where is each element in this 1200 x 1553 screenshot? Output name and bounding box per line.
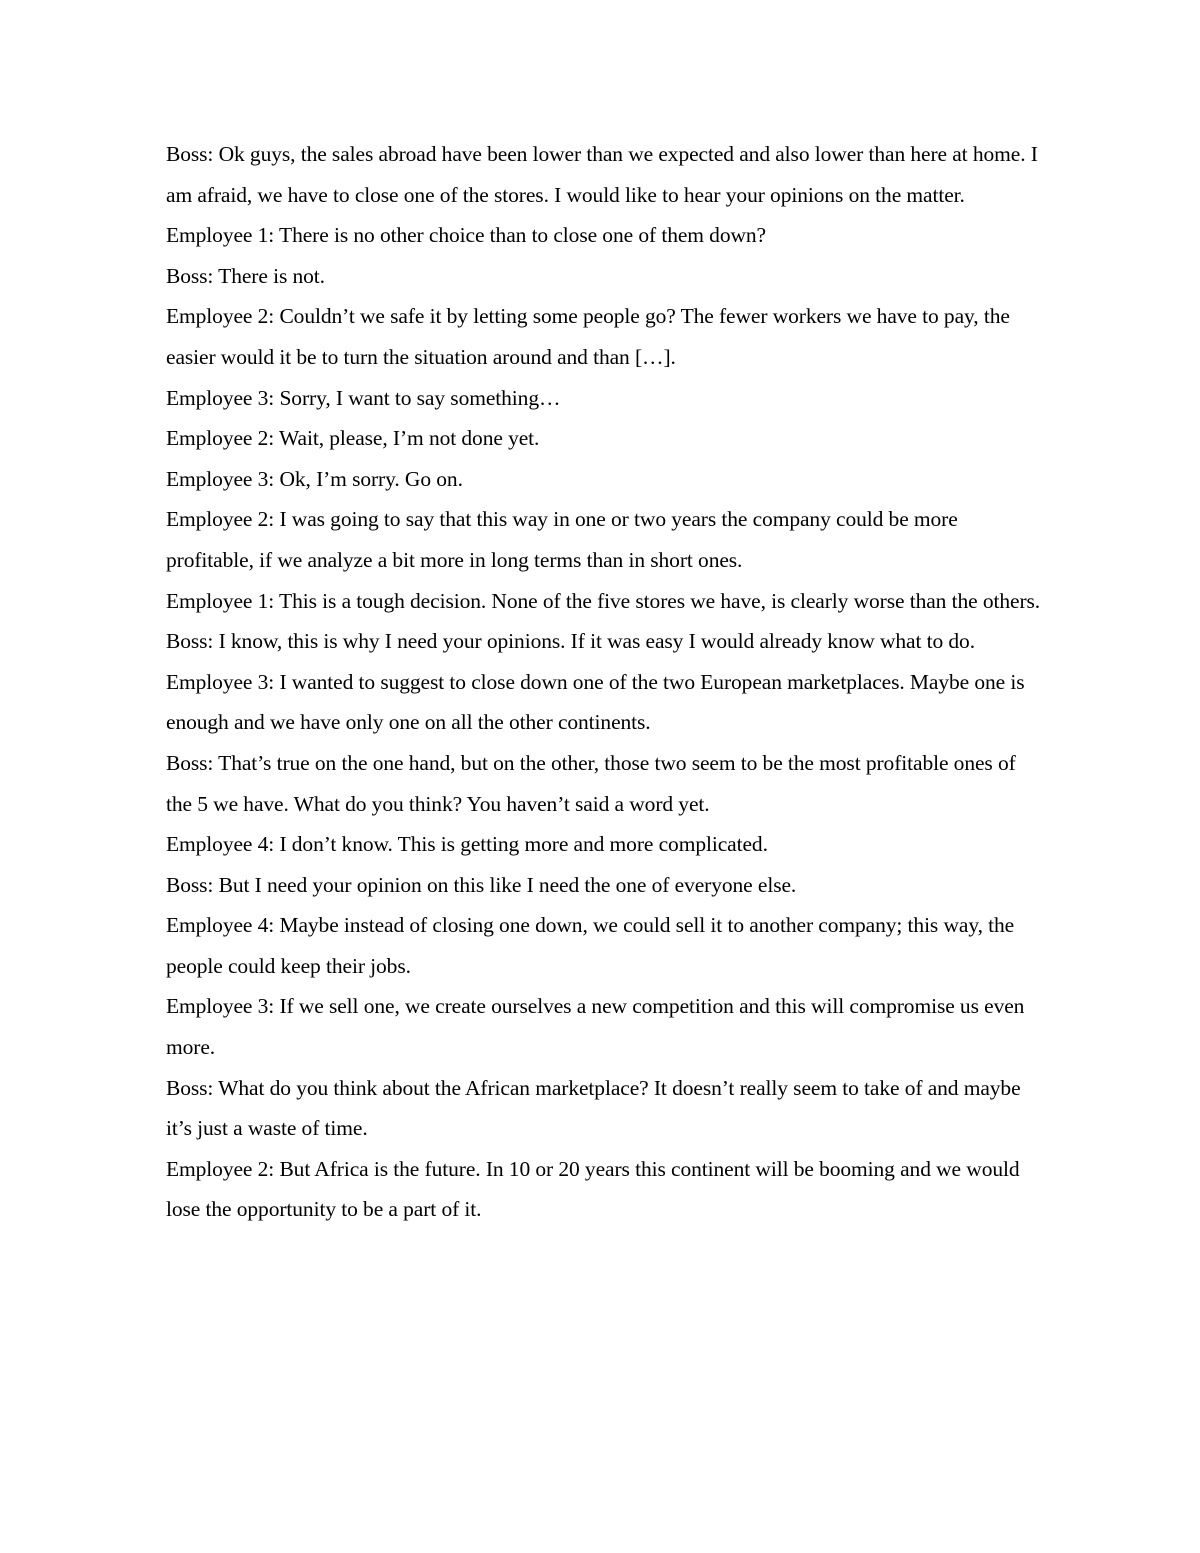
dialogue-line: Boss: That’s true on the one hand, but on the other, those two seem to be the most profitable ones of the 5 we have. What do you think? You haven’t said a word yet. <box>166 750 1016 816</box>
dialogue-line: Employee 2: Couldn’t we safe it by letting some people go? The fewer workers we have to pay, the easier would it be to turn the situation around and than […]. <box>166 304 1010 369</box>
dialogue-line: Employee 3: Ok, I’m sorry. Go on. <box>166 466 463 491</box>
dialogue-line: Employee 1: There is no other choice than to close one of them down? <box>166 223 766 248</box>
dialogue-line: Boss: But I need your opinion on this like I need the one of everyone else. <box>166 872 797 897</box>
dialogue-line: Employee 3: I wanted to suggest to close down one of the two European marketplaces. Maybe one is enough and we have only one on all the other continents. <box>166 669 1025 735</box>
dialogue-line: Boss: What do you think about the African marketplace? It doesn’t really seem to take of and maybe it’s just a waste of time. <box>166 1075 1021 1141</box>
dialogue-line: Employee 1: This is a tough decision. None of the five stores we have, is clearly worse than the others. <box>166 588 1041 613</box>
dialogue-line: Employee 2: But Africa is the future. In 10 or 20 years this continent will be booming and we would lose the opportunity to be a part of it. <box>166 1156 1020 1222</box>
dialogue-line: Boss: There is not. <box>166 263 325 288</box>
dialogue-line: Employee 4: Maybe instead of closing one down, we could sell it to another company; this way, the people could keep their jobs. <box>166 913 1015 978</box>
dialogue-line: Employee 3: If we sell one, we create ourselves a new competition and this will compromise us even more. <box>166 994 1025 1060</box>
dialogue-line: Employee 4: I don’t know. This is getting more and more complicated. <box>166 832 768 857</box>
dialogue-line: Employee 3: Sorry, I want to say something… <box>166 385 561 410</box>
dialogue-line: Boss: Ok guys, the sales abroad have been lower than we expected and also lower than here at home. I am afraid, we have to close one of the stores. I would like to hear your opinions on the matter. <box>166 142 1038 207</box>
dialogue-line: Employee 2: I was going to say that this way in one or two years the company could be more profitable, if we analyze a bit more in long terms than in short ones. <box>166 507 958 572</box>
dialogue-text <box>166 134 1046 1230</box>
dialogue-line: Employee 2: Wait, please, I’m not done yet. <box>166 426 540 451</box>
dialogue-line: Boss: I know, this is why I need your opinions. If it was easy I would already know what to do. <box>166 629 975 654</box>
